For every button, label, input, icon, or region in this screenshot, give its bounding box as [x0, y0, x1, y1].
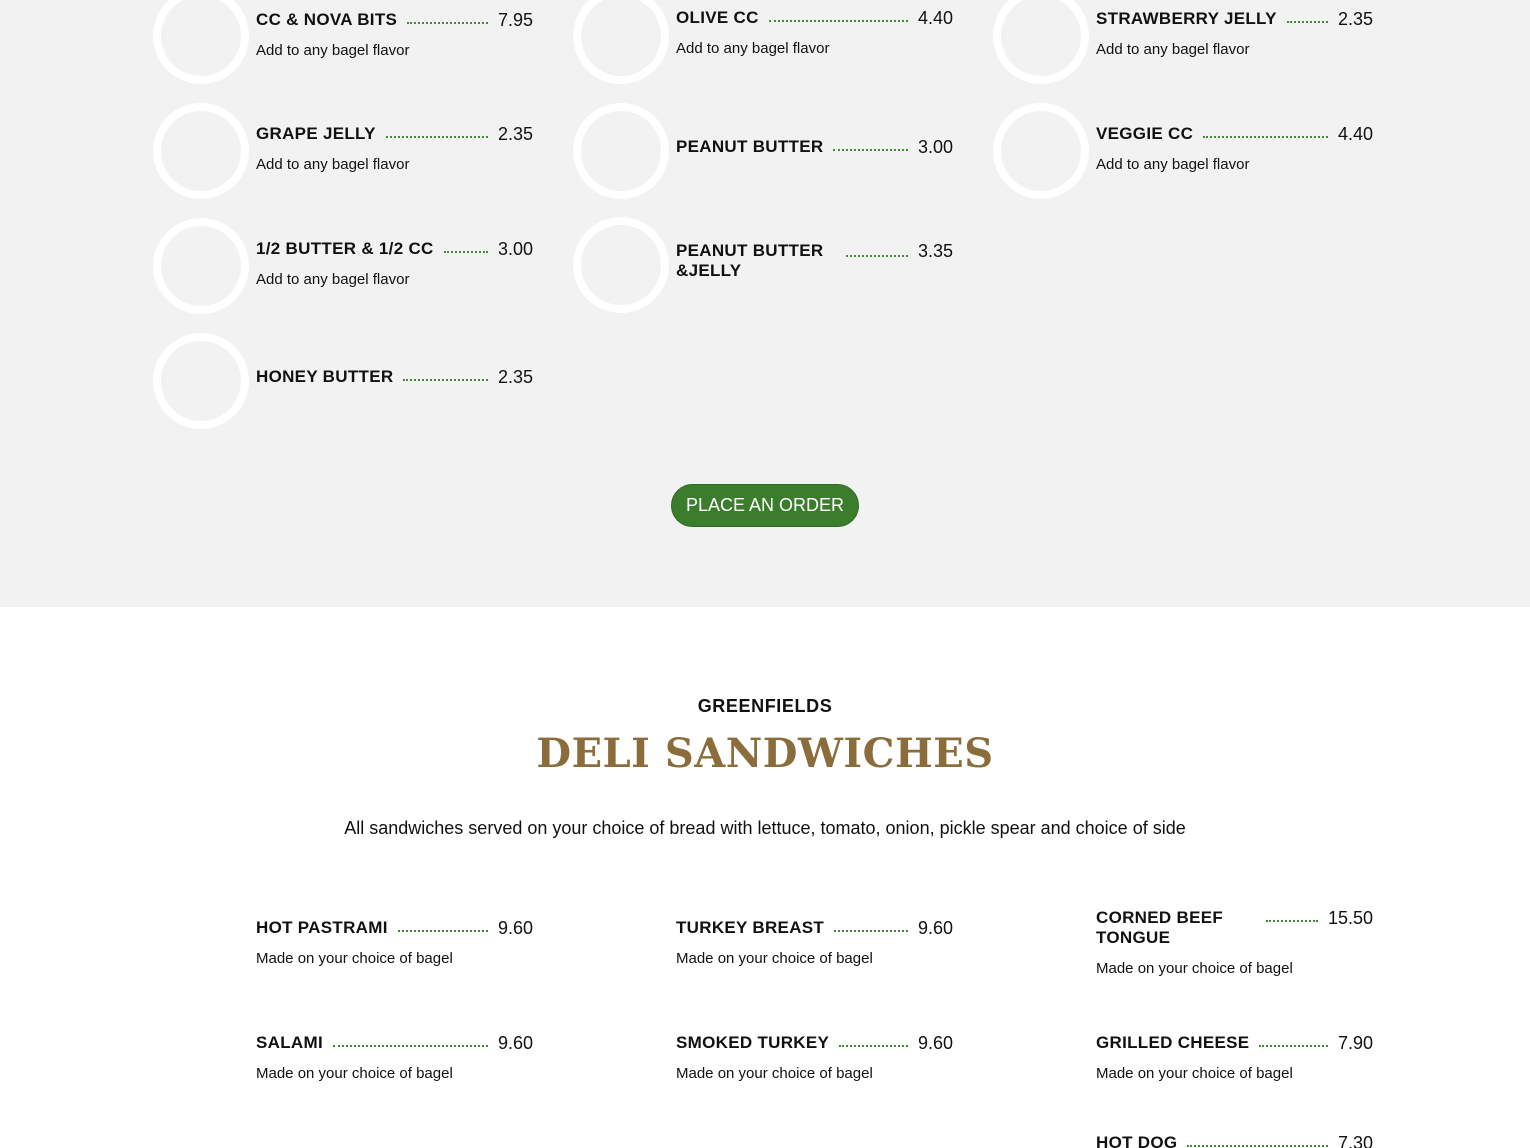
item-name: HONEY BUTTER [256, 367, 394, 386]
menu-item[interactable] [573, 1011, 953, 1111]
item-image [153, 103, 249, 199]
item-image [573, 1011, 669, 1107]
item-image [993, 897, 1089, 993]
item-image [573, 1125, 669, 1148]
price-leader [403, 367, 488, 381]
item-name: SMOKED TURKEY [676, 1033, 830, 1052]
item-description: Made on your choice of bagel [256, 1065, 453, 1082]
menu-item[interactable] [153, 0, 533, 88]
menu-item[interactable] [573, 103, 953, 203]
item-price: 3.00 [917, 137, 953, 157]
section-subtitle: All sandwiches served on your choice of bread with lettuce, tomato, onion, pickle spear and choice of side [344, 818, 1186, 838]
price-leader [1203, 124, 1328, 138]
item-name: HOT DOG [1096, 1133, 1178, 1148]
menu-item[interactable] [153, 103, 533, 203]
menu-item[interactable] [993, 897, 1373, 997]
price-leader [398, 918, 488, 932]
item-description: Add to any bagel flavor [1096, 156, 1250, 173]
item-description: Made on your choice of bagel [256, 950, 453, 967]
item-description: Add to any bagel flavor [676, 40, 830, 57]
menu-item[interactable] [993, 1011, 1373, 1111]
item-name: PEANUT BUTTER &JELLY [676, 241, 824, 280]
item-name: VEGGIE CC [1096, 124, 1194, 143]
item-image [153, 218, 249, 314]
item-description: Made on your choice of bagel [1096, 1065, 1293, 1082]
item-name: GRILLED CHEESE [1096, 1033, 1250, 1052]
item-name: 1/2 BUTTER & 1/2 CC [256, 239, 434, 258]
item-price: 3.00 [497, 239, 533, 259]
item-price: 2.35 [1337, 9, 1373, 29]
price-leader [407, 10, 488, 24]
section-eyebrow: GREENFIELDS [697, 696, 833, 716]
menu-item[interactable] [153, 897, 533, 997]
menu-item[interactable] [153, 1125, 533, 1148]
menu-item[interactable] [153, 218, 533, 318]
item-price: 2.35 [497, 124, 533, 144]
item-name: STRAWBERRY JELLY [1096, 9, 1277, 28]
item-description: Add to any bagel flavor [256, 271, 410, 288]
menu-item[interactable] [993, 103, 1373, 203]
item-image [993, 1127, 1089, 1148]
section-title: DELI SANDWICHES [536, 730, 994, 777]
price-leader [444, 239, 488, 253]
item-price: 15.50 [1327, 908, 1373, 928]
menu-item[interactable] [573, 0, 953, 88]
price-leader [769, 8, 908, 22]
menu-item[interactable] [993, 0, 1373, 88]
item-description: Made on your choice of bagel [676, 950, 873, 967]
item-name: TURKEY BREAST [676, 918, 825, 937]
item-price: 4.40 [1337, 124, 1373, 144]
item-name: PEANUT BUTTER [676, 137, 824, 156]
menu-item[interactable] [573, 1125, 953, 1148]
item-price: 3.35 [917, 241, 953, 261]
item-image [993, 103, 1089, 199]
item-image [153, 333, 249, 429]
price-leader [839, 1033, 908, 1047]
price-leader [386, 124, 488, 138]
item-price: 4.40 [917, 8, 953, 28]
item-image [993, 1011, 1089, 1107]
menu-item[interactable] [573, 897, 953, 997]
item-image [573, 897, 669, 993]
price-leader [834, 918, 908, 932]
item-image [573, 103, 669, 199]
price-leader [1266, 908, 1318, 922]
item-price: 9.60 [497, 1033, 533, 1053]
item-image [153, 1125, 249, 1148]
price-leader [846, 243, 908, 257]
item-name: HOT PASTRAMI [256, 918, 388, 937]
item-price: 7.95 [497, 10, 533, 30]
menu-item[interactable] [573, 217, 953, 317]
item-image [573, 217, 669, 313]
menu-item[interactable] [153, 333, 533, 433]
item-price: 9.60 [497, 918, 533, 938]
menu-item[interactable] [993, 1127, 1373, 1148]
item-description: Made on your choice of bagel [1096, 960, 1293, 977]
item-price: 9.60 [917, 918, 953, 938]
item-image [153, 0, 249, 84]
item-image [153, 1011, 249, 1107]
item-description: Add to any bagel flavor [1096, 41, 1250, 58]
item-price: 2.35 [497, 367, 533, 387]
price-leader [1187, 1133, 1328, 1147]
item-description: Made on your choice of bagel [676, 1065, 873, 1082]
item-image [993, 0, 1089, 84]
item-image [573, 0, 669, 84]
price-leader [1287, 9, 1328, 23]
item-price: 9.60 [917, 1033, 953, 1053]
item-name: GRAPE JELLY [256, 124, 376, 143]
item-name: OLIVE CC [676, 8, 759, 27]
price-leader [333, 1033, 488, 1047]
item-price: 7.30 [1337, 1133, 1373, 1148]
place-order-button[interactable]: PLACE AN ORDER [671, 484, 859, 527]
item-description: Add to any bagel flavor [256, 156, 410, 173]
item-description: Add to any bagel flavor [256, 42, 410, 59]
item-name: CORNED BEEF TONGUE [1096, 908, 1224, 947]
item-name: SALAMI [256, 1033, 323, 1052]
item-price: 7.90 [1337, 1033, 1373, 1053]
price-leader [833, 137, 907, 151]
menu-item[interactable] [153, 1011, 533, 1111]
item-image [153, 897, 249, 993]
price-leader [1259, 1033, 1328, 1047]
item-name: CC & NOVA BITS [256, 10, 398, 29]
